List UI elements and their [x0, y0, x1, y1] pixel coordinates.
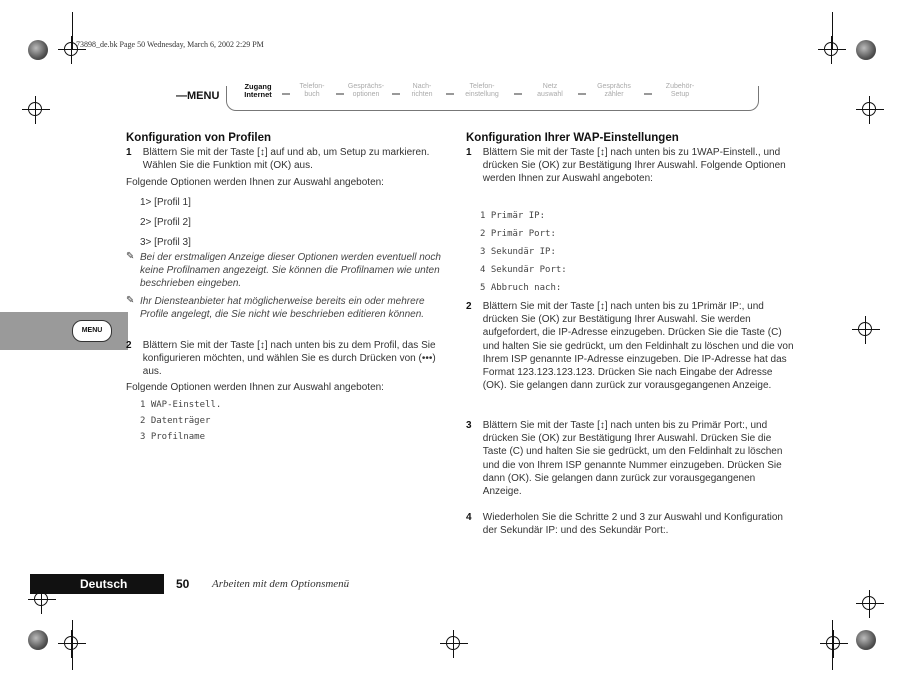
menu-key-icon: MENU [72, 320, 112, 342]
nav-separator [578, 93, 586, 95]
crop-line [832, 12, 833, 50]
submenu-item-2: 2 Datenträger [140, 416, 211, 426]
step-text: Blättern Sie mit der Taste [↕] auf und ab, um Setup zu markieren. Wählen Sie die Funktion mit (OK) aus. [142, 147, 430, 172]
right-step-1 [466, 146, 796, 186]
registration-ball-top-left [28, 40, 48, 60]
step-number: 2 [466, 301, 472, 312]
page-number: 50 [176, 577, 190, 591]
step-number: 2 [126, 340, 132, 351]
crosshair-mark-left-top [22, 96, 50, 124]
profile-option-3: 3> [Profil 3] [140, 237, 191, 248]
step-number: 4 [466, 512, 472, 523]
submenu-item-1: 1 WAP-Einstell. [140, 400, 222, 410]
nav-item-zubehoer-setup: Zubehör- Setup [665, 83, 695, 98]
note-icon: ✎ [126, 251, 135, 262]
registration-ball-top-right [856, 40, 876, 60]
right-step-4 [466, 511, 796, 537]
nav-separator [514, 93, 522, 95]
registration-ball-bottom-left [28, 630, 48, 650]
right-step-2 [466, 300, 796, 392]
nav-separator [446, 93, 454, 95]
footer-language: Deutsch [80, 577, 128, 591]
note-2: Ihr Diensteanbieter hat möglicherweise bereits ein oder mehrere Profile angelegt, die Sie nicht wie beschrieben editieren können. [140, 296, 425, 321]
submenu-item-3: 3 Profilname [140, 432, 206, 442]
nav-separator [644, 93, 652, 95]
step-number: 1 [466, 147, 472, 158]
print-slug: 73898_de.bk Page 50 Wednesday, March 6, 2002 2:29 PM [76, 40, 264, 49]
crop-line [832, 620, 833, 670]
nav-item-nachrichten: Nach- richten [411, 83, 433, 98]
menu-label: —MENU [176, 90, 220, 102]
options-intro: Folgende Optionen werden Ihnen zur Auswahl angeboten: [126, 177, 384, 188]
step-text: Wiederholen Sie die Schritte 2 und 3 zur Auswahl und Konfiguration der Sekundär IP: und des Sekundär Port:. [482, 512, 783, 537]
wap-option-5: 5 Abbruch nach: [480, 283, 562, 293]
crop-line [72, 12, 73, 50]
step-text: Blättern Sie mit der Taste [↕] nach unten bis zu 1WAP-Einstell., und drücken Sie (OK) zur Bestätigung Ihrer Auswahl. Folgende Optionen werden Ihnen zur Auswahl angeboten: [482, 147, 786, 185]
crop-line [72, 620, 73, 670]
note-icon: ✎ [126, 295, 135, 306]
nav-item-telefonbuch: Telefon- buch [299, 83, 325, 98]
left-heading: Konfiguration von Profilen [126, 132, 272, 144]
wap-option-4: 4 Sekundär Port: [480, 265, 567, 275]
step-number: 3 [466, 420, 472, 431]
note-1: Bei der erstmaligen Anzeige dieser Optionen werden eventuell noch keine Profilnamen angezeigt. Sie können die Profilnamen wie unten beschrieben eingeben. [140, 252, 441, 290]
crosshair-mark-right-top [856, 96, 884, 124]
chapter-title: Arbeiten mit dem Optionsmenü [212, 578, 350, 590]
nav-item-zugang-internet: Zugang Internet [244, 82, 272, 99]
left-step-2 [126, 339, 451, 379]
profile-option-1: 1> [Profil 1] [140, 197, 191, 208]
registration-ball-bottom-right [856, 630, 876, 650]
right-step-3 [466, 419, 796, 498]
options-intro-2: Folgende Optionen werden Ihnen zur Auswahl angeboten: [126, 382, 384, 393]
step-text: Blättern Sie mit der Taste [↕] nach unten bis zu 1Primär IP:, und drücken Sie (OK) zur Bestätigung Ihrer Auswahl. Sie werden aufgefordert, die IP-Adresse einzugeben. Drücken Sie die Taste (C) und halten Sie sie gedrückt, um den Feldinhalt zu löschen und die von Ihrem ISP genannte IP-Adresse einzugeben. Die IP-Adresse hat das Format 123.123.123.123. Drücken Sie nach Eingabe der Adresse (OK). Sie gelangen dann zurück zur vorausgegangenen Anzeige. [482, 301, 794, 392]
wap-option-3: 3 Sekundär IP: [480, 247, 556, 257]
step-text: Blättern Sie mit der Taste [↕] nach unten bis zu dem Profil, das Sie konfigurieren möchten, und wählen Sie es durch Drücken von (•••) aus. [142, 340, 436, 378]
crosshair-mark-bottom-right [856, 590, 884, 618]
nav-item-telefoneinstellung: Telefon- einstellung [465, 83, 499, 98]
crosshair-mark-bottom-right-inner [820, 630, 848, 658]
nav-item-gespraechszaehler: Gesprächs zähler [597, 83, 631, 98]
crosshair-mark-right-middle [852, 316, 880, 344]
left-step-1 [126, 146, 451, 172]
wap-option-2: 2 Primär Port: [480, 229, 556, 239]
step-number: 1 [126, 147, 132, 158]
step-text: Blättern Sie mit der Taste [↕] nach unten bis zu Primär Port:, und drücken Sie (OK) zur Bestätigung Ihrer Auswahl. Drücken Sie die Taste (C) und halten Sie sie gedrückt, um den Feldinhalt zu löschen und die von Ihrem ISP genannte Nummer einzugeben. Drücken Sie dann (OK). Sie gelangen dann zurück zur vorausgegangenen Anzeige. [482, 420, 783, 498]
crosshair-mark-bottom-center [440, 630, 468, 658]
nav-item-netzauswahl: Netz auswahl [537, 83, 563, 98]
right-heading: Konfiguration Ihrer WAP-Einstellungen [466, 132, 679, 144]
wap-option-1: 1 Primär IP: [480, 211, 546, 221]
nav-item-gespraechsoptionen: Gesprächs- optionen [347, 83, 385, 98]
profile-option-2: 2> [Profil 2] [140, 217, 191, 228]
